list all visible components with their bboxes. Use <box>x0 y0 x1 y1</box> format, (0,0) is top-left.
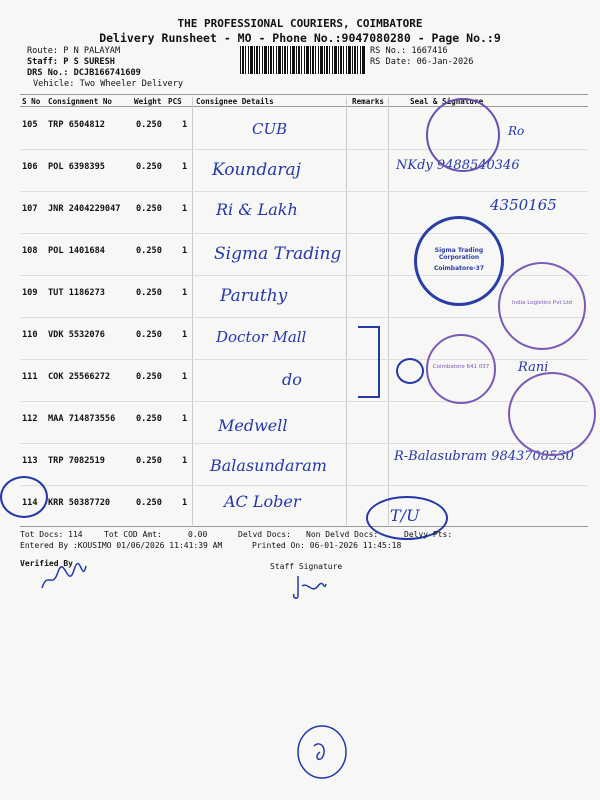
row-consignee: AC Lober <box>224 492 301 511</box>
row-pcs: 1 <box>182 372 188 382</box>
bracket-mark <box>358 326 380 398</box>
meta-right <box>370 46 473 68</box>
row-signature: R-Balasubram 9843708530 <box>394 449 574 464</box>
col-remarks: Remarks <box>352 97 385 106</box>
row-weight: 0.250 <box>136 414 162 424</box>
printed-on: Printed On: 06-01-2026 11:45:18 <box>252 541 402 550</box>
table-row <box>20 150 588 192</box>
sigma-seal-city: Coimbatore-37 <box>433 265 485 272</box>
row-weight: 0.250 <box>136 288 162 298</box>
row-consignee: Doctor Mall <box>216 328 307 346</box>
row-pcs: 1 <box>182 330 188 340</box>
delvd-docs: Delvd Docs: <box>238 530 291 539</box>
row-sno: 111 <box>22 372 38 382</box>
coimbatore-seal <box>426 334 496 404</box>
tick-note: T/U <box>390 506 420 525</box>
runsheet-subtitle: Delivery Runsheet - MO - Phone No.:9047080280 - Page No.:9 <box>99 31 501 45</box>
row-signature: Rani <box>518 360 549 375</box>
non-delvd-docs: Non Delvd Docs: <box>306 530 379 539</box>
row-weight: 0.250 <box>136 498 162 508</box>
tot-cod-label: Tot COD Amt: <box>104 530 162 539</box>
row-sno: 113 <box>22 456 38 466</box>
row-signature: Ro <box>508 124 525 138</box>
col-consignee: Consignee Details <box>196 97 274 106</box>
row-consignment: TUT 1186273 <box>48 288 105 298</box>
table-row <box>20 192 588 234</box>
company-seal <box>426 98 500 172</box>
row-sno: 114 <box>22 498 38 508</box>
col-consignment: Consignment No <box>48 97 113 106</box>
row-consignee: CUB <box>252 120 288 138</box>
verifier-signature <box>38 560 88 596</box>
table-bottom-rule <box>20 526 588 527</box>
row-consignment: TRP 7082519 <box>48 456 105 466</box>
row-signature: NKdy 9488540346 <box>396 158 520 173</box>
route-text: Route: P N PALAYAM <box>27 46 121 56</box>
rs-no-text: RS No.: 1667416 <box>370 46 448 56</box>
circle-mark <box>0 476 48 518</box>
coimbatore-seal-text: Coimbatore 641 037 <box>432 364 490 370</box>
row-pcs: 1 <box>182 120 188 130</box>
col-seal: Seal & Signature <box>410 97 484 106</box>
delvy-pts: Delvy Pts: <box>404 530 453 539</box>
verified-by: Verified By <box>20 559 73 568</box>
row-weight: 0.250 <box>136 246 162 256</box>
logistics-seal-text: India Logistics Pvt Ltd <box>512 300 572 306</box>
row-weight: 0.250 <box>136 120 162 130</box>
logistics-seal <box>498 262 586 350</box>
row-consignment: VDK 5532076 <box>48 330 105 340</box>
row-pcs: 1 <box>182 204 188 214</box>
row-consignee: Paruthy <box>220 286 288 306</box>
row-pcs: 1 <box>182 162 188 172</box>
sigma-seal-text: Sigma Trading Corporation <box>434 247 484 261</box>
sigma-seal <box>414 216 504 306</box>
row-sno: 107 <box>22 204 38 214</box>
row-consignee: Balasundaram <box>210 456 327 475</box>
entered-by: Entered By :KOUSIMO 01/06/2026 11:41:39 AM <box>20 541 223 550</box>
row-sno: 109 <box>22 288 38 298</box>
row-weight: 0.250 <box>136 204 162 214</box>
row-consignee: Koundaraj <box>212 160 301 180</box>
tot-cod-amount: 0.00 <box>188 530 208 539</box>
row-sno: 106 <box>22 162 38 172</box>
row-consignment: JNR 2404229047 <box>48 204 121 214</box>
table-head-rule <box>20 106 588 107</box>
barcode <box>240 46 365 74</box>
row-sno: 108 <box>22 246 38 256</box>
row-consignment: MAA 714873556 <box>48 414 116 424</box>
row-pcs: 1 <box>182 498 188 508</box>
staff-signature-label: Staff Signature <box>270 562 343 571</box>
meta-left <box>27 46 183 90</box>
table-top-rule <box>20 94 588 95</box>
row-signature: 4350165 <box>490 196 557 214</box>
table-row <box>20 486 588 528</box>
staff-signature <box>290 572 330 602</box>
row-consignee: do <box>282 370 302 389</box>
table-row <box>20 402 588 444</box>
row-consignment: POL 1401684 <box>48 246 105 256</box>
row-consignment: TRP 6504812 <box>48 120 105 130</box>
row-pcs: 1 <box>182 246 188 256</box>
circle-scribble <box>294 722 350 782</box>
row-consignment: COK 25566272 <box>48 372 111 382</box>
row-consignment: KRR 50387720 <box>48 498 111 508</box>
row-pcs: 1 <box>182 456 188 466</box>
table-row <box>20 360 588 402</box>
row-sno: 105 <box>22 120 38 130</box>
row-sno: 110 <box>22 330 38 340</box>
vehicle-text: Vehicle: Two Wheeler Delivery <box>33 79 184 89</box>
row-pcs: 1 <box>182 414 188 424</box>
row-sno: 112 <box>22 414 38 424</box>
tot-docs: Tot Docs: 114 <box>20 530 83 539</box>
rs-date-text: RS Date: 06-Jan-2026 <box>370 57 474 67</box>
circle-mark <box>396 358 424 384</box>
row-consignee: Ri & Lakh <box>216 200 298 219</box>
company-title: THE PROFESSIONAL COURIERS, COIMBATORE <box>177 17 423 30</box>
table-row <box>20 108 588 150</box>
row-weight: 0.250 <box>136 330 162 340</box>
col-weight: Weight <box>134 97 162 106</box>
row-weight: 0.250 <box>136 162 162 172</box>
row-consignment: POL 6398395 <box>48 162 105 172</box>
row-consignee: Medwell <box>218 416 288 435</box>
col-pcs: PCS <box>168 97 182 106</box>
row-weight: 0.250 <box>136 456 162 466</box>
row-consignee: Sigma Trading <box>214 244 342 264</box>
row-pcs: 1 <box>182 288 188 298</box>
table-row <box>20 444 588 486</box>
staff-text: Staff: P S SURESH <box>27 57 115 67</box>
round-seal <box>508 372 596 456</box>
drs-text: DRS No.: DCJB166741609 <box>27 68 141 78</box>
row-weight: 0.250 <box>136 372 162 382</box>
col-sno: S No <box>22 97 41 106</box>
